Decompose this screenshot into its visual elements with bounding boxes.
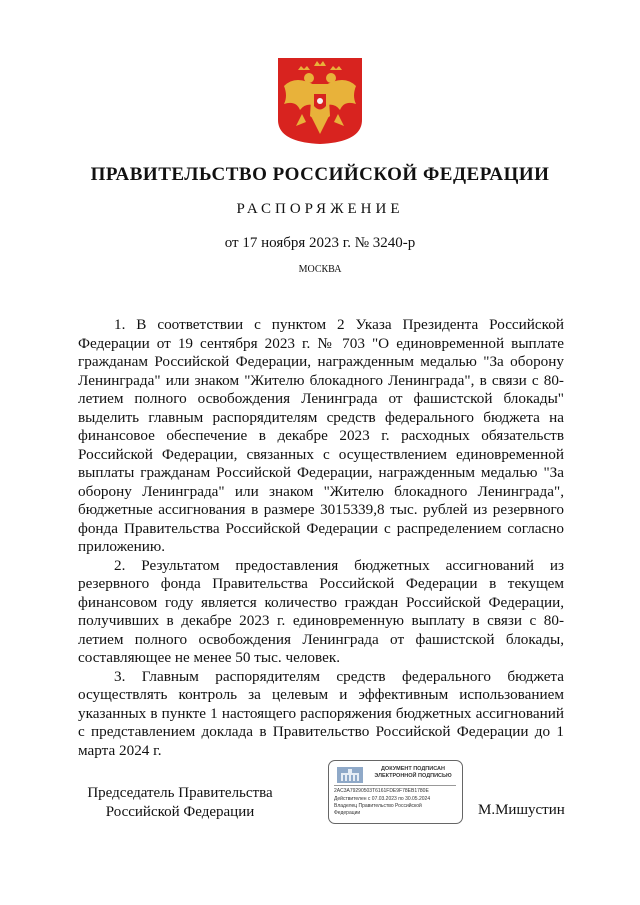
electronic-signature-stamp — [328, 760, 463, 824]
paragraph-1: 1. В соответствии с пунктом 2 Указа Президента Российской Федерации от 19 сентября 2023 г. № 703 "О единовременной выплате гражданам Российской Федерации, награжденным медалью "За оборону Ленинграда" или знаком "Жителю блокадного Ленинграда", в связи с 80-летием полного освобождения Ленинграда от фашистской блокады" выделить главным распорядителям средств федерального бюджета на финансовое обеспечение в декабре 2023 г. расходных обязательств Российской Федерации, связанных с осуществлением единовременной выплаты гражданам Российской Федерации, награжденным медалью "За оборону Ленинграда" или знаком "Жителю блокадного Ленинграда", бюджетные ассигнования в размере 3015339,8 тыс. рублей из резервного фонда Правительства Российской Федерации с распределением согласно приложению. — [78, 316, 564, 555]
signatory-position — [80, 784, 280, 822]
stamp-divider — [334, 785, 456, 786]
stamp-owner-line-1: Владелец Правительство Российской — [334, 803, 422, 809]
paragraph-3: 3. Главным распорядителям средств федерального бюджета осуществлять контроль за целевым и эффективным использованием указанных в пункте 1 настоящего распоряжения бюджетных ассигнований с представлением доклада в Правительство Российской Федерации до 1 марта 2024 г. — [78, 667, 564, 759]
document-type: РАСПОРЯЖЕНИЕ — [236, 201, 404, 217]
signatory-position-line-2: Российской Федерации — [105, 804, 255, 820]
signatory-position-line-1: Председатель Правительства — [87, 785, 273, 801]
government-title: ПРАВИТЕЛЬСТВО РОССИЙСКОЙ ФЕДЕРАЦИИ — [90, 164, 550, 185]
stamp-title-line-2: ЭЛЕКТРОННОЙ ПОДПИСЬЮ — [374, 773, 452, 779]
stamp-validity: Действителен с 07.03.2023 по 30.05.2024 — [334, 796, 431, 802]
stamp-title — [365, 766, 461, 780]
document-date-number: от 17 ноября 2023 г. № 3240-р — [224, 235, 416, 251]
signatory-name: М.Мишустин — [478, 802, 565, 818]
stamp-title-line-1: ДОКУМЕНТ ПОДПИСАН — [381, 766, 445, 772]
government-building-icon — [337, 767, 363, 783]
paragraph-2: 2. Результатом предоставления бюджетных ассигнований из резервного фонда Правительства Российской Федерации в текущем финансовом году является количество граждан Российской Федерации, получивших в декабре 2023 г. единовременную выплату в связи с 80-летием полного освобождения Ленинграда от фашистской блокады, составляющее не менее 50 тыс. человек. — [78, 556, 564, 666]
document-city: МОСКВА — [298, 264, 342, 275]
stamp-serial: 2AC3A79290503T6161FDE9F78EB1780E — [334, 788, 429, 794]
coat-of-arms-icon — [276, 56, 364, 146]
document-body — [78, 316, 564, 760]
stamp-owner-line-2: Федерации — [334, 810, 361, 816]
